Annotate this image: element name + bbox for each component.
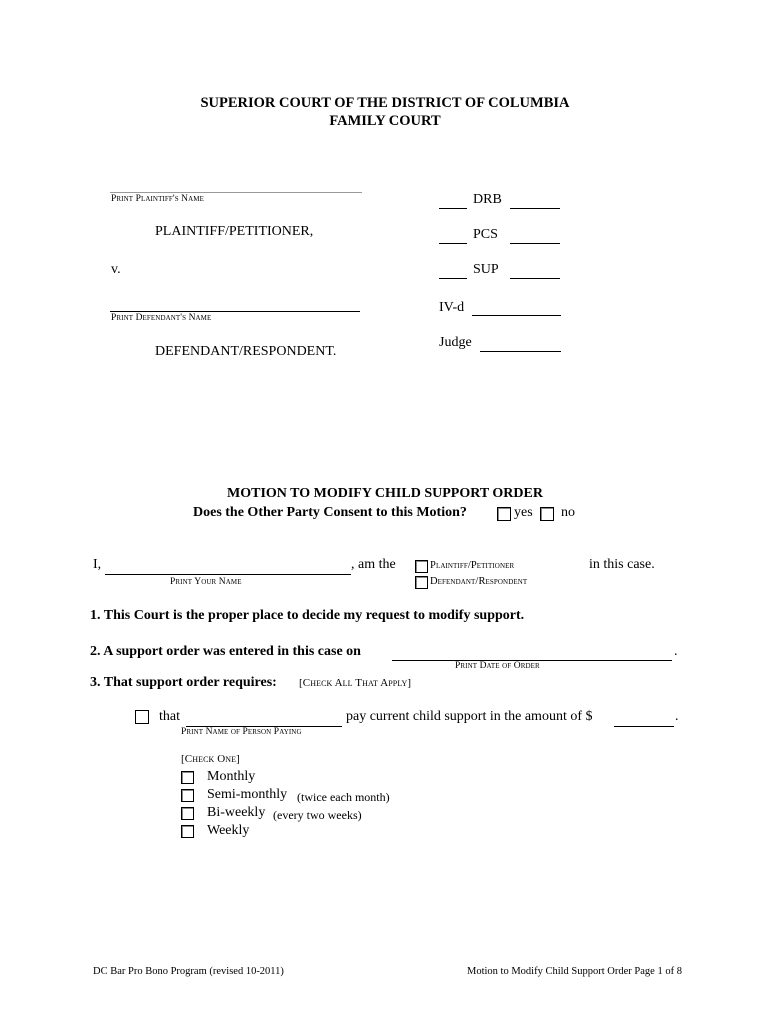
weekly-label: Weekly <box>207 823 250 838</box>
bi-weekly-note: (every two weeks) <box>273 808 362 822</box>
pay-text: pay current child support in the amount of $ <box>346 709 593 724</box>
motion-title: MOTION TO MODIFY CHILD SUPPORT ORDER <box>227 486 543 501</box>
judge-field[interactable] <box>480 337 561 352</box>
your-name-label: Print Your Name <box>170 577 242 587</box>
drb-label: DRB <box>473 192 502 207</box>
pcs-check-field[interactable] <box>439 229 467 244</box>
drb-check-field[interactable] <box>439 194 467 209</box>
item-3-text: 3. That support order requires: <box>90 675 277 690</box>
current-support-checkbox[interactable] <box>135 710 149 724</box>
defendant-name-label: Print Defendant's Name <box>111 313 212 323</box>
sup-number-field[interactable] <box>510 264 560 279</box>
monthly-label: Monthly <box>207 769 256 784</box>
pcs-number-field[interactable] <box>510 229 560 244</box>
consent-no-checkbox[interactable] <box>540 507 554 521</box>
ivd-label: IV-d <box>439 300 465 315</box>
footer-right: Motion to Modify Child Support Order Page 1 of 8 <box>467 966 682 977</box>
payer-name-label: Print Name of Person Paying <box>181 727 302 737</box>
defendant-respondent-checkbox[interactable] <box>415 576 428 589</box>
semi-monthly-note: (twice each month) <box>297 790 390 804</box>
i-label: I, <box>93 557 102 572</box>
plaintiff-role: PLAINTIFF/PETITIONER, <box>155 224 314 239</box>
amount-period: . <box>675 709 679 724</box>
plaintiff-petitioner-checkbox[interactable] <box>415 560 428 573</box>
sup-check-field[interactable] <box>439 264 467 279</box>
court-division: FAMILY COURT <box>329 113 441 129</box>
item-1-text: 1. This Court is the proper place to decide my request to modify support. <box>90 608 525 623</box>
defendant-name-field[interactable] <box>110 297 360 312</box>
in-this-case-label: in this case. <box>589 557 655 572</box>
item-2-period: . <box>674 644 678 659</box>
bi-weekly-checkbox[interactable] <box>181 807 194 820</box>
amount-field[interactable] <box>614 712 674 727</box>
item-2-text: 2. A support order was entered in this case on <box>90 644 361 659</box>
item-3-instruction: [Check All That Apply] <box>299 677 412 689</box>
am-the-label: , am the <box>351 557 396 572</box>
semi-monthly-label: Semi-monthly <box>207 787 288 802</box>
that-label: that <box>159 709 180 724</box>
your-name-field[interactable] <box>105 560 351 575</box>
semi-monthly-checkbox[interactable] <box>181 789 194 802</box>
consent-yes-label: yes <box>514 505 533 520</box>
plaintiff-petitioner-label: Plaintiff/Petitioner <box>430 560 515 571</box>
versus-label: v. <box>111 262 121 277</box>
order-date-label: Print Date of Order <box>455 661 540 671</box>
check-one-label: [Check One] <box>181 753 240 765</box>
consent-yes-checkbox[interactable] <box>497 507 511 521</box>
sup-label: SUP <box>473 262 499 277</box>
ivd-field[interactable] <box>472 301 561 316</box>
plaintiff-name-label: Print Plaintiff's Name <box>111 194 204 204</box>
plaintiff-name-field[interactable] <box>110 178 362 193</box>
weekly-checkbox[interactable] <box>181 825 194 838</box>
payer-name-field[interactable] <box>186 712 342 727</box>
court-title: SUPERIOR COURT OF THE DISTRICT OF COLUMBIA <box>200 95 570 111</box>
monthly-checkbox[interactable] <box>181 771 194 784</box>
bi-weekly-label: Bi-weekly <box>207 805 266 820</box>
judge-label: Judge <box>439 335 472 350</box>
pcs-label: PCS <box>473 227 498 242</box>
drb-number-field[interactable] <box>510 194 560 209</box>
defendant-respondent-label: Defendant/Respondent <box>430 576 528 587</box>
footer-left: DC Bar Pro Bono Program (revised 10-2011) <box>93 966 284 977</box>
consent-no-label: no <box>561 505 575 520</box>
order-date-field[interactable] <box>392 646 672 661</box>
defendant-role: DEFENDANT/RESPONDENT. <box>155 344 337 359</box>
consent-question: Does the Other Party Consent to this Motion? <box>193 505 467 520</box>
